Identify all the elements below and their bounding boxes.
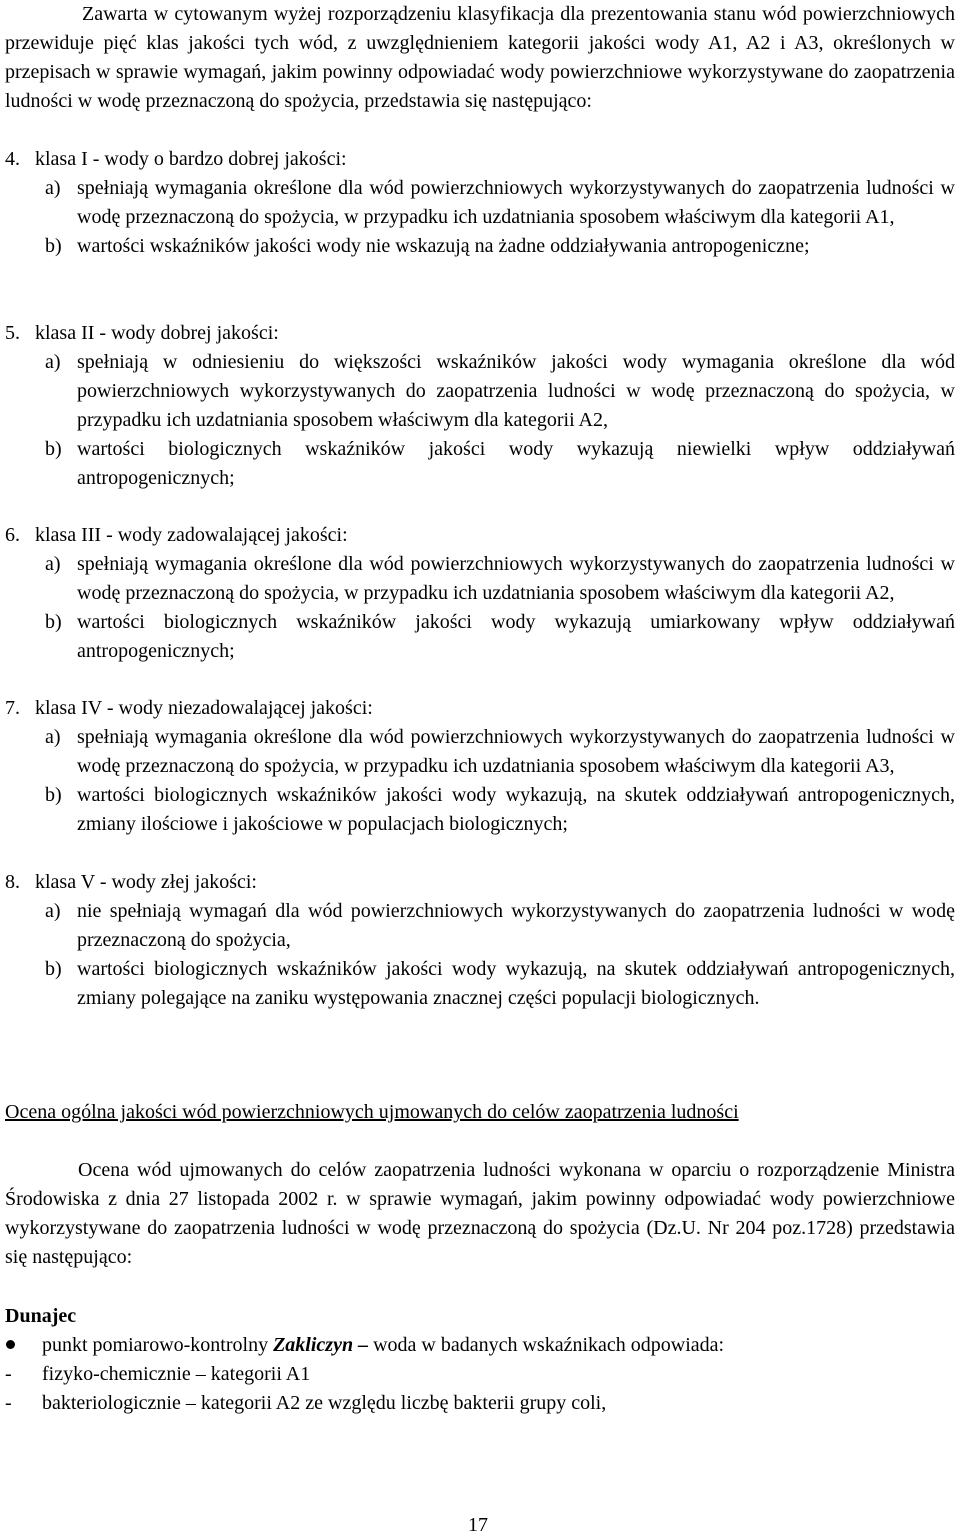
class-block-4 bbox=[5, 694, 955, 839]
class-number: 7. bbox=[5, 697, 20, 719]
class-title: klasa IV - wody niezadowalającej jakości: bbox=[35, 697, 373, 719]
intro-paragraph bbox=[5, 0, 955, 116]
dash-marker: - bbox=[5, 1363, 12, 1385]
criterion-label: b) bbox=[45, 235, 62, 257]
dash-marker: - bbox=[5, 1392, 12, 1414]
criterion-label: a) bbox=[45, 900, 61, 922]
criterion-label: b) bbox=[45, 958, 62, 980]
class-title: klasa I - wody o bardzo dobrej jakości: bbox=[35, 148, 347, 170]
river-heading: Dunajec bbox=[5, 1305, 77, 1327]
criterion-label: b) bbox=[45, 438, 62, 460]
class-number: 4. bbox=[5, 148, 20, 170]
class-block-3 bbox=[5, 521, 955, 666]
class-title: klasa V - wody złej jakości: bbox=[35, 871, 257, 893]
criterion-text: spełniają wymagania określone dla wód powierzchniowych wykorzystywanych do zaopatrzenia ludności w wodę przeznaczoną do spożycia, w przypadku ich uzdatniania sposobem właściwym dla kategorii A2, bbox=[77, 553, 955, 604]
class-heading bbox=[5, 145, 955, 174]
class-block-5 bbox=[5, 868, 955, 1013]
criterion-text: spełniają w odniesieniu do większości wskaźników jakości wody wymagania określone dla wód powierzchniowych wykorzystywanych do zaopatrzenia ludności w wodę przeznaczoną do spożycia, w przypadku ich uzdatniania sposobem właściwym dla kategorii A2, bbox=[77, 351, 955, 431]
criterion-label: a) bbox=[45, 177, 61, 199]
class-criterion-a bbox=[45, 550, 955, 608]
class-criterion-b bbox=[45, 435, 955, 493]
assessment-paragraph bbox=[5, 1156, 955, 1272]
criterion-label: b) bbox=[45, 611, 62, 633]
class-criterion-a bbox=[45, 897, 955, 955]
intro-text: Zawarta w cytowanym wyżej rozporządzeniu klasyfikacja dla prezentowania stanu wód powierzchniowych przewiduje pięć klas jakości tych wód, z uwzględnieniem kategorii jakości wody A1, A2 i A3, określonych w przepisach w sprawie wymagań, jakim powinny odpowiadać wody powierzchniowe wykorzystywane do zaopatrzenia ludności w wodę przeznaczoną do spożycia, przedstawia się następująco: bbox=[5, 3, 955, 112]
criterion-text: spełniają wymagania określone dla wód powierzchniowych wykorzystywanych do zaopatrzenia ludności w wodę przeznaczoną do spożycia, w przypadku ich uzdatniania sposobem właściwym dla kategorii A3, bbox=[77, 726, 955, 777]
criterion-label: a) bbox=[45, 553, 61, 575]
class-heading bbox=[5, 319, 955, 348]
class-heading bbox=[5, 694, 955, 723]
criterion-text: spełniają wymagania określone dla wód powierzchniowych wykorzystywanych do zaopatrzenia ludności w wodę przeznaczoną do spożycia, w przypadku ich uzdatniania sposobem właściwym dla kategorii A1, bbox=[77, 177, 955, 228]
criterion-text: wartości biologicznych wskaźników jakości wody wykazują niewielki wpływ oddziaływań antropogenicznych; bbox=[77, 438, 955, 489]
class-number: 6. bbox=[5, 524, 20, 546]
point-suffix: woda w badanych wskaźnikach odpowiada: bbox=[368, 1334, 725, 1356]
class-criterion-b bbox=[45, 781, 955, 839]
class-title: klasa II - wody dobrej jakości: bbox=[35, 322, 279, 344]
criterion-label: a) bbox=[45, 726, 61, 748]
list-item bbox=[5, 1389, 955, 1418]
criterion-text: wartości biologicznych wskaźników jakości wody wykazują umiarkowany wpływ oddziaływań antropogenicznych; bbox=[77, 611, 955, 662]
list-item bbox=[5, 1331, 955, 1360]
bullet-icon bbox=[6, 1340, 15, 1349]
class-number: 5. bbox=[5, 322, 20, 344]
point-prefix: punkt pomiarowo-kontrolny bbox=[42, 1334, 274, 1356]
class-heading bbox=[5, 868, 955, 897]
list-item bbox=[5, 1360, 955, 1389]
class-heading bbox=[5, 521, 955, 550]
class-title: klasa III - wody zadowalającej jakości: bbox=[35, 524, 348, 546]
class-criterion-a bbox=[45, 348, 955, 435]
criterion-text: wartości biologicznych wskaźników jakości wody wykazują, na skutek oddziaływań antropogenicznych, zmiany polegające na zaniku występowania znacznej części populacji biologicznych. bbox=[77, 958, 955, 1009]
class-criterion-b bbox=[45, 955, 955, 1013]
assessment-text: Ocena wód ujmowanych do celów zaopatrzenia ludności wykonana w oparciu o rozporządzenie Ministra Środowiska z dnia 27 listopada 2002 r. w sprawie wymagań, jakim powinny odpowiadać wody powierzchniowe wykorzystywane do zaopatrzenia ludności w wodę przeznaczoną do spożycia (Dz.U. Nr 204 poz.1728) przedstawia się następująco: bbox=[5, 1159, 955, 1268]
class-block-1 bbox=[5, 145, 955, 261]
list-item-text: fizyko-chemicznie – kategorii A1 bbox=[42, 1363, 311, 1385]
criterion-text: wartości biologicznych wskaźników jakości wody wykazują, na skutek oddziaływań antropogenicznych, zmiany ilościowe i jakościowe w populacjach biologicznych; bbox=[77, 784, 955, 835]
criterion-label: b) bbox=[45, 784, 62, 806]
section-title: Ocena ogólna jakości wód powierzchniowych ujmowanych do celów zaopatrzenia ludności bbox=[5, 1101, 739, 1123]
class-criterion-a bbox=[45, 174, 955, 232]
criterion-label: a) bbox=[45, 351, 61, 373]
class-criterion-b bbox=[45, 232, 955, 261]
list-item-text: bakteriologicznie – kategorii A2 ze względu liczbę bakterii grupy coli, bbox=[42, 1392, 607, 1414]
point-name: Zakliczyn – bbox=[273, 1334, 369, 1356]
criterion-text: wartości wskaźników jakości wody nie wskazują na żadne oddziaływania antropogeniczne; bbox=[77, 235, 810, 257]
page-number: 17 bbox=[468, 1514, 488, 1536]
results-list bbox=[5, 1331, 955, 1418]
class-criterion-b bbox=[45, 608, 955, 666]
class-number: 8. bbox=[5, 871, 20, 893]
class-block-2 bbox=[5, 319, 955, 493]
class-criterion-a bbox=[45, 723, 955, 781]
criterion-text: nie spełniają wymagań dla wód powierzchniowych wykorzystywanych do zaopatrzenia ludności w wodę przeznaczoną do spożycia, bbox=[77, 900, 955, 951]
